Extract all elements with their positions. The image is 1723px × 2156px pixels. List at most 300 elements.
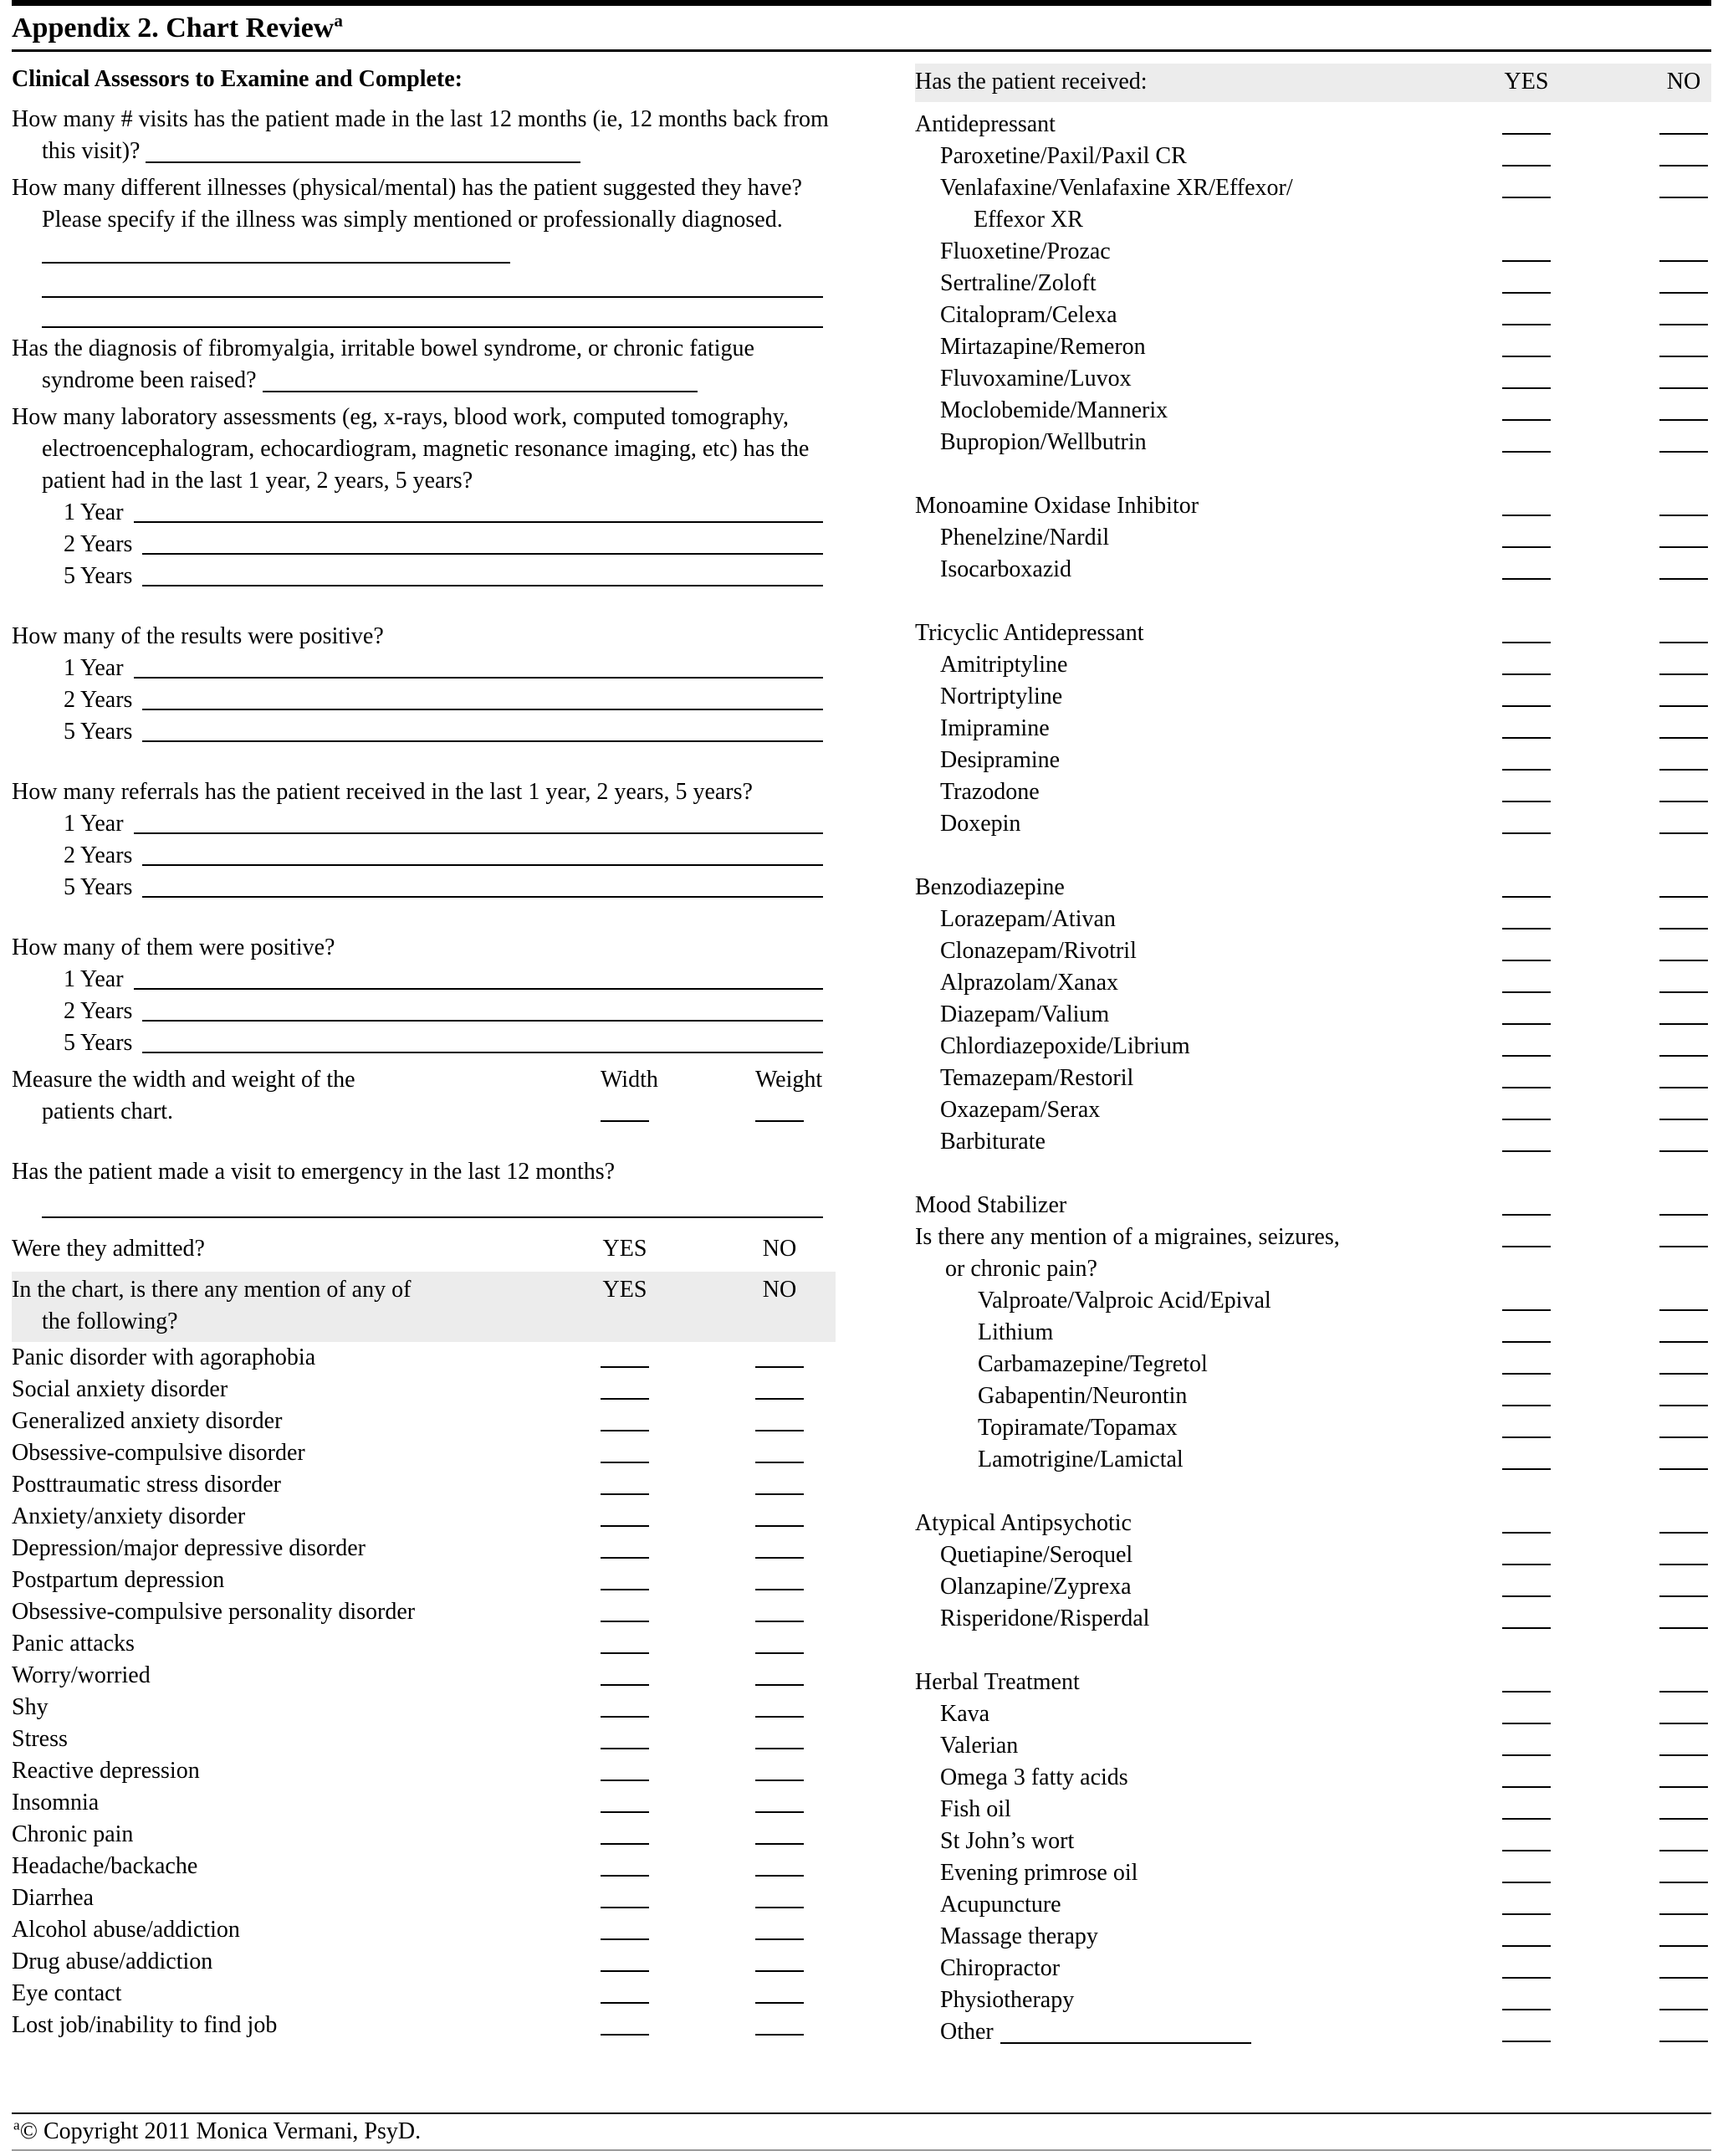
fill-in-blank[interactable] [142, 1027, 823, 1053]
yes-blank[interactable] [601, 1914, 649, 1940]
yes-blank-cell [1502, 1094, 1551, 1120]
no-blank[interactable] [1659, 681, 1708, 707]
no-blank[interactable] [755, 1787, 804, 1813]
year-row [64, 497, 823, 529]
fill-in-blank[interactable] [142, 561, 823, 586]
yes-blank-cell [1502, 617, 1551, 643]
no-blank-cell [755, 1914, 804, 1940]
yes-blank[interactable] [1502, 1698, 1551, 1724]
drug-item-continuation: Effexor XR [974, 207, 1083, 233]
no-blank-cell [1659, 1285, 1708, 1311]
no-blank-cell [1659, 1762, 1708, 1788]
year-label: 2 Years [64, 998, 133, 1024]
year-row [64, 561, 823, 592]
drug-item-row [915, 554, 1711, 586]
yes-blank[interactable] [1502, 1063, 1551, 1088]
yes-blank[interactable] [1502, 2016, 1551, 2042]
yes-blank[interactable] [1502, 745, 1551, 771]
question-block [12, 333, 836, 397]
yes-blank-cell [1502, 1221, 1551, 1247]
fill-in-blank[interactable] [142, 529, 823, 555]
drug-group-header-row [915, 872, 1711, 904]
no-blank[interactable] [1659, 1285, 1708, 1311]
drug-item-label: Oxazepam/Serax [940, 1097, 1101, 1123]
yes-blank[interactable] [1502, 1794, 1551, 1820]
yes-blank[interactable] [1502, 268, 1551, 294]
yes-blank-cell [601, 1660, 649, 1686]
yes-blank-cell [1502, 1921, 1551, 1947]
no-blank[interactable] [755, 1692, 804, 1718]
no-blank[interactable] [755, 1723, 804, 1749]
drug-item-row [915, 1126, 1711, 1158]
drug-group-name: Atypical Antipsychotic [915, 1510, 1132, 1536]
fill-in-line[interactable] [42, 268, 823, 298]
fill-in-blank[interactable] [42, 257, 510, 264]
no-blank[interactable] [1659, 649, 1708, 675]
no-blank-cell [755, 1946, 804, 1972]
no-blank-cell [1659, 713, 1708, 739]
yes-blank[interactable] [1502, 172, 1551, 198]
no-blank[interactable] [1659, 2016, 1708, 2042]
yes-blank[interactable] [1502, 1889, 1551, 1915]
fill-in-blank[interactable] [142, 840, 823, 866]
no-blank[interactable] [755, 1660, 804, 1686]
yes-blank[interactable] [1502, 681, 1551, 707]
drug-item-row [915, 681, 1711, 713]
yes-blank[interactable] [601, 1501, 649, 1527]
no-blank[interactable] [1659, 427, 1708, 453]
yes-blank[interactable] [1502, 1190, 1551, 1216]
yes-blank[interactable] [1502, 904, 1551, 929]
yes-blank[interactable] [1502, 363, 1551, 389]
yes-blank-cell [1502, 1539, 1551, 1565]
left-column [12, 64, 836, 2041]
yes-blank-cell [1502, 1667, 1551, 1693]
yes-blank[interactable] [1502, 395, 1551, 421]
no-blank[interactable] [755, 1946, 804, 1972]
no-blank[interactable] [1659, 1126, 1708, 1152]
checklist-row [12, 1851, 836, 1882]
yes-blank[interactable] [601, 1946, 649, 1972]
no-blank[interactable] [1659, 363, 1708, 389]
admitted-row [12, 1233, 836, 1265]
no-blank-cell [1659, 1921, 1708, 1947]
no-blank[interactable] [1659, 1889, 1708, 1915]
no-blank[interactable] [1659, 109, 1708, 135]
yes-blank[interactable] [1502, 1444, 1551, 1470]
yes-blank-cell [1502, 1698, 1551, 1724]
no-blank[interactable] [1659, 172, 1708, 198]
no-blank[interactable] [1659, 1953, 1708, 1979]
no-blank[interactable] [755, 1501, 804, 1527]
checklist-row [12, 1469, 836, 1501]
question-label: How many different illnesses (physical/mental) has the patient suggested they have? Please specify if the illness was simply mentioned or professionally diagnosed. [12, 175, 802, 233]
year-label: 2 Years [64, 842, 133, 868]
checklist-row [12, 1596, 836, 1628]
yes-blank[interactable] [1502, 1221, 1551, 1247]
drug-item-label: Lorazepam/Ativan [940, 906, 1116, 932]
drug-group-header-row [915, 109, 1711, 141]
yes-blank[interactable] [1502, 1380, 1551, 1406]
year-row [64, 964, 823, 996]
width-cell [601, 1064, 658, 1122]
question-label: How many # visits has the patient made in the last 12 months (ie, 12 months back from this visit)? [12, 106, 829, 164]
no-blank-cell [1659, 776, 1708, 802]
no-blank[interactable] [1659, 1539, 1708, 1565]
no-blank[interactable] [1659, 1349, 1708, 1375]
mention-header-row [12, 1272, 836, 1342]
no-blank[interactable] [755, 1628, 804, 1654]
no-blank-cell [1659, 522, 1708, 548]
yes-blank-cell [601, 1914, 649, 1940]
yes-blank-cell [1502, 427, 1551, 453]
yes-blank[interactable] [1502, 1412, 1551, 1438]
no-blank[interactable] [1659, 1762, 1708, 1788]
yes-blank[interactable] [601, 2010, 649, 2036]
yes-blank-cell [601, 1882, 649, 1908]
year-row [64, 1027, 823, 1059]
no-blank[interactable] [1659, 1317, 1708, 1343]
checklist-item-label: Eye contact [12, 1980, 122, 2006]
year-label: 5 Years [64, 874, 133, 900]
drug-item-label: Topiramate/Topamax [978, 1415, 1178, 1441]
yes-blank[interactable] [1502, 713, 1551, 739]
no-blank[interactable] [1659, 1063, 1708, 1088]
drug-group-name: Herbal Treatment [915, 1669, 1080, 1695]
bottom-rule [12, 2149, 1711, 2151]
yes-blank[interactable] [601, 1469, 649, 1495]
yes-blank-cell [1502, 745, 1551, 771]
fill-in-blank[interactable] [134, 964, 823, 990]
drug-item-label: Imipramine [940, 715, 1050, 741]
checklist-item-label: Insomnia [12, 1790, 100, 1815]
medication-group [915, 1667, 1711, 2048]
width-blank[interactable] [601, 1096, 649, 1122]
drug-item-row [915, 522, 1711, 554]
yes-blank[interactable] [1502, 617, 1551, 643]
no-blank[interactable] [1659, 1667, 1708, 1693]
width-col-header: Width [601, 1067, 658, 1093]
weight-blank[interactable] [755, 1096, 804, 1122]
checklist-item-label: Obsessive-compulsive disorder [12, 1440, 305, 1466]
received-question: Has the patient received: [915, 69, 1148, 95]
no-blank[interactable] [1659, 1921, 1708, 1947]
drug-item-label: Bupropion/Wellbutrin [940, 429, 1147, 455]
no-blank[interactable] [1659, 1698, 1708, 1724]
no-blank[interactable] [1659, 395, 1708, 421]
year-label: 5 Years [64, 1030, 133, 1056]
no-blank[interactable] [755, 1437, 804, 1463]
drug-item-row [915, 776, 1711, 808]
yes-blank[interactable] [601, 1882, 649, 1908]
no-blank[interactable] [755, 1914, 804, 1940]
yes-blank[interactable] [1502, 935, 1551, 961]
checklist-row [12, 1533, 836, 1565]
fill-in-blank[interactable] [146, 156, 580, 163]
no-blank[interactable] [1659, 872, 1708, 898]
yes-blank[interactable] [1502, 109, 1551, 135]
yes-blank-cell [1502, 1412, 1551, 1438]
drug-item-row [915, 236, 1711, 268]
fill-in-line[interactable] [42, 298, 823, 328]
drug-item-label: Fluoxetine/Prozac [940, 238, 1111, 264]
admitted-yes-header: YES [602, 1236, 647, 1262]
yes-blank[interactable] [1502, 1285, 1551, 1311]
drug-item-row [915, 1953, 1711, 1984]
yes-blank-cell [1502, 1762, 1551, 1788]
no-blank[interactable] [755, 1374, 804, 1400]
no-blank[interactable] [1659, 999, 1708, 1025]
no-blank[interactable] [755, 1755, 804, 1781]
drug-group-name: Monoamine Oxidase Inhibitor [915, 493, 1199, 519]
checklist-item-label: Alcohol abuse/addiction [12, 1917, 240, 1943]
yes-blank-cell [1502, 1444, 1551, 1470]
yes-blank[interactable] [1502, 649, 1551, 675]
no-blank-cell [1659, 141, 1708, 166]
yes-blank[interactable] [601, 1723, 649, 1749]
drug-item-label: Phenelzine/Nardil [940, 525, 1110, 551]
yes-blank[interactable] [601, 1342, 649, 1368]
yes-blank[interactable] [601, 1819, 649, 1845]
yes-blank[interactable] [1502, 1094, 1551, 1120]
no-blank[interactable] [1659, 1857, 1708, 1883]
checklist-item-label: Chronic pain [12, 1821, 134, 1847]
yes-blank[interactable] [1502, 1508, 1551, 1534]
measure-question [12, 1064, 601, 1128]
no-blank-cell [1659, 745, 1708, 771]
yes-blank[interactable] [601, 1787, 649, 1813]
yes-blank[interactable] [1502, 1826, 1551, 1851]
no-blank[interactable] [1659, 1984, 1708, 2010]
no-blank[interactable] [755, 1565, 804, 1590]
no-blank[interactable] [755, 1533, 804, 1559]
yes-blank[interactable] [1502, 808, 1551, 834]
yes-blank[interactable] [1502, 1126, 1551, 1152]
yes-blank[interactable] [1502, 427, 1551, 453]
no-blank[interactable] [1659, 1826, 1708, 1851]
yes-blank[interactable] [1502, 1730, 1551, 1756]
year-row [64, 808, 823, 840]
no-blank-cell [755, 1469, 804, 1495]
yes-blank-cell [601, 1565, 649, 1590]
fill-in-blank[interactable] [142, 684, 823, 710]
fill-in-blank[interactable] [142, 996, 823, 1022]
yes-blank[interactable] [601, 1406, 649, 1431]
drug-item-row [915, 999, 1711, 1031]
mention-no-header: NO [762, 1277, 797, 1303]
yes-blank[interactable] [1502, 967, 1551, 993]
yes-blank[interactable] [1502, 300, 1551, 325]
yes-blank-cell [1502, 300, 1551, 325]
other-fill-in-blank[interactable] [1000, 2037, 1251, 2044]
drug-item-row [915, 713, 1711, 745]
no-blank[interactable] [1659, 554, 1708, 580]
no-blank[interactable] [1659, 1221, 1708, 1247]
yes-blank[interactable] [601, 1628, 649, 1654]
yes-blank[interactable] [1502, 236, 1551, 262]
no-blank[interactable] [1659, 236, 1708, 262]
yes-blank-cell [1502, 172, 1551, 198]
fill-in-blank[interactable] [142, 716, 823, 742]
yes-blank[interactable] [1502, 141, 1551, 166]
yes-blank[interactable] [1502, 1031, 1551, 1057]
admitted-question: Were they admitted? [12, 1236, 205, 1262]
drug-item-row [915, 1317, 1711, 1349]
page-title [12, 6, 1711, 49]
no-blank[interactable] [1659, 1571, 1708, 1597]
no-blank[interactable] [1659, 1444, 1708, 1470]
no-blank[interactable] [1659, 745, 1708, 771]
title-rule [12, 49, 1711, 52]
no-blank[interactable] [1659, 1730, 1708, 1756]
yes-blank[interactable] [1502, 999, 1551, 1025]
yes-blank[interactable] [601, 1565, 649, 1590]
no-blank[interactable] [1659, 1412, 1708, 1438]
no-blank-cell [1659, 2016, 1708, 2042]
no-blank[interactable] [1659, 1794, 1708, 1820]
fill-in-blank[interactable] [263, 386, 698, 392]
no-blank[interactable] [1659, 776, 1708, 802]
checklist-row [12, 1628, 836, 1660]
yes-blank[interactable] [1502, 1667, 1551, 1693]
no-blank[interactable] [1659, 1190, 1708, 1216]
checklist-row [12, 1755, 836, 1787]
no-blank[interactable] [755, 1851, 804, 1877]
no-blank[interactable] [1659, 967, 1708, 993]
no-blank[interactable] [1659, 490, 1708, 516]
drug-item-row [915, 1539, 1711, 1571]
yes-blank[interactable] [601, 1755, 649, 1781]
checklist-item-label: Panic disorder with agoraphobia [12, 1344, 316, 1370]
no-blank[interactable] [755, 1469, 804, 1495]
question-text [12, 172, 836, 268]
yes-blank[interactable] [601, 1596, 649, 1622]
yes-blank[interactable] [601, 1374, 649, 1400]
no-blank[interactable] [1659, 1603, 1708, 1629]
fill-in-blank[interactable] [134, 808, 823, 834]
no-blank[interactable] [1659, 713, 1708, 739]
no-blank[interactable] [1659, 1508, 1708, 1534]
yes-blank[interactable] [1502, 872, 1551, 898]
no-blank-cell [755, 1882, 804, 1908]
no-blank[interactable] [1659, 904, 1708, 929]
yes-blank-cell [1502, 1889, 1551, 1915]
fill-in-blank[interactable] [142, 872, 823, 898]
no-blank-cell [755, 1406, 804, 1431]
question-label: How many referrals has the patient received in the last 1 year, 2 years, 5 years? [12, 779, 753, 805]
no-blank[interactable] [755, 1978, 804, 2004]
question-block [12, 621, 836, 748]
yes-blank[interactable] [601, 1437, 649, 1463]
yes-blank[interactable] [1502, 1349, 1551, 1375]
yes-blank[interactable] [601, 1692, 649, 1718]
yes-blank[interactable] [601, 1851, 649, 1877]
checklist-row [12, 1723, 836, 1755]
drug-item-label: Trazodone [940, 779, 1040, 805]
no-blank[interactable] [755, 1819, 804, 1845]
no-blank-cell [1659, 1508, 1708, 1534]
yes-blank[interactable] [1502, 1857, 1551, 1883]
drug-item-label: Diazepam/Valium [940, 1001, 1110, 1027]
yes-blank[interactable] [1502, 331, 1551, 357]
no-blank[interactable] [1659, 617, 1708, 643]
no-blank-cell [755, 1628, 804, 1654]
section-heading: Clinical Assessors to Examine and Complete: [12, 66, 463, 92]
no-blank[interactable] [755, 1882, 804, 1908]
no-blank[interactable] [1659, 1380, 1708, 1406]
yes-blank-cell [601, 1787, 649, 1813]
drug-item-row [915, 1762, 1711, 1794]
fill-in-blank[interactable] [134, 497, 823, 523]
year-label: 5 Years [64, 563, 133, 589]
yes-blank[interactable] [1502, 554, 1551, 580]
no-blank[interactable] [1659, 1031, 1708, 1057]
yes-blank-cell [601, 1437, 649, 1463]
no-blank[interactable] [1659, 141, 1708, 166]
no-blank[interactable] [1659, 1094, 1708, 1120]
no-blank[interactable] [755, 2010, 804, 2036]
page-footer [12, 2112, 1711, 2151]
no-blank[interactable] [1659, 808, 1708, 834]
drug-group-header-row [915, 1508, 1711, 1539]
year-label: 5 Years [64, 719, 133, 745]
year-label: 1 Year [64, 655, 124, 681]
checklist-item-label: Social anxiety disorder [12, 1376, 228, 1402]
drug-item-row [915, 1698, 1711, 1730]
no-blank-cell [1659, 1031, 1708, 1057]
yes-blank[interactable] [1502, 1953, 1551, 1979]
no-blank-cell [755, 1660, 804, 1686]
title-text: Appendix 2. Chart Review [12, 13, 335, 44]
year-row [64, 653, 823, 684]
yes-blank-cell [1502, 713, 1551, 739]
yes-blank[interactable] [1502, 1921, 1551, 1947]
yes-blank[interactable] [1502, 1984, 1551, 2010]
no-blank-cell [1659, 236, 1708, 262]
no-blank-cell [1659, 1539, 1708, 1565]
emergency-fill-in-line[interactable] [42, 1188, 823, 1218]
yes-blank[interactable] [601, 1660, 649, 1686]
yes-blank-cell [1502, 649, 1551, 675]
no-blank[interactable] [1659, 522, 1708, 548]
yes-blank[interactable] [1502, 1317, 1551, 1343]
question-text [12, 776, 836, 808]
no-blank-cell [1659, 1126, 1708, 1152]
no-blank[interactable] [1659, 935, 1708, 961]
admitted-no-header: NO [762, 1236, 797, 1262]
yes-blank[interactable] [1502, 1762, 1551, 1788]
yes-blank-cell [1502, 1730, 1551, 1756]
yes-blank[interactable] [1502, 1539, 1551, 1565]
no-blank[interactable] [1659, 300, 1708, 325]
drug-item-label: Evening primrose oil [940, 1860, 1138, 1886]
yes-blank[interactable] [1502, 522, 1551, 548]
no-blank[interactable] [755, 1406, 804, 1431]
yes-blank-cell [1502, 967, 1551, 993]
yes-blank[interactable] [601, 1533, 649, 1559]
yes-blank[interactable] [1502, 1603, 1551, 1629]
yes-blank[interactable] [1502, 490, 1551, 516]
no-blank[interactable] [1659, 331, 1708, 357]
no-blank[interactable] [1659, 268, 1708, 294]
fill-in-blank[interactable] [134, 653, 823, 679]
yes-blank[interactable] [1502, 776, 1551, 802]
no-blank[interactable] [755, 1596, 804, 1622]
yes-blank[interactable] [601, 1978, 649, 2004]
yes-blank-cell [1502, 109, 1551, 135]
yes-blank[interactable] [1502, 1571, 1551, 1597]
no-blank[interactable] [755, 1342, 804, 1368]
